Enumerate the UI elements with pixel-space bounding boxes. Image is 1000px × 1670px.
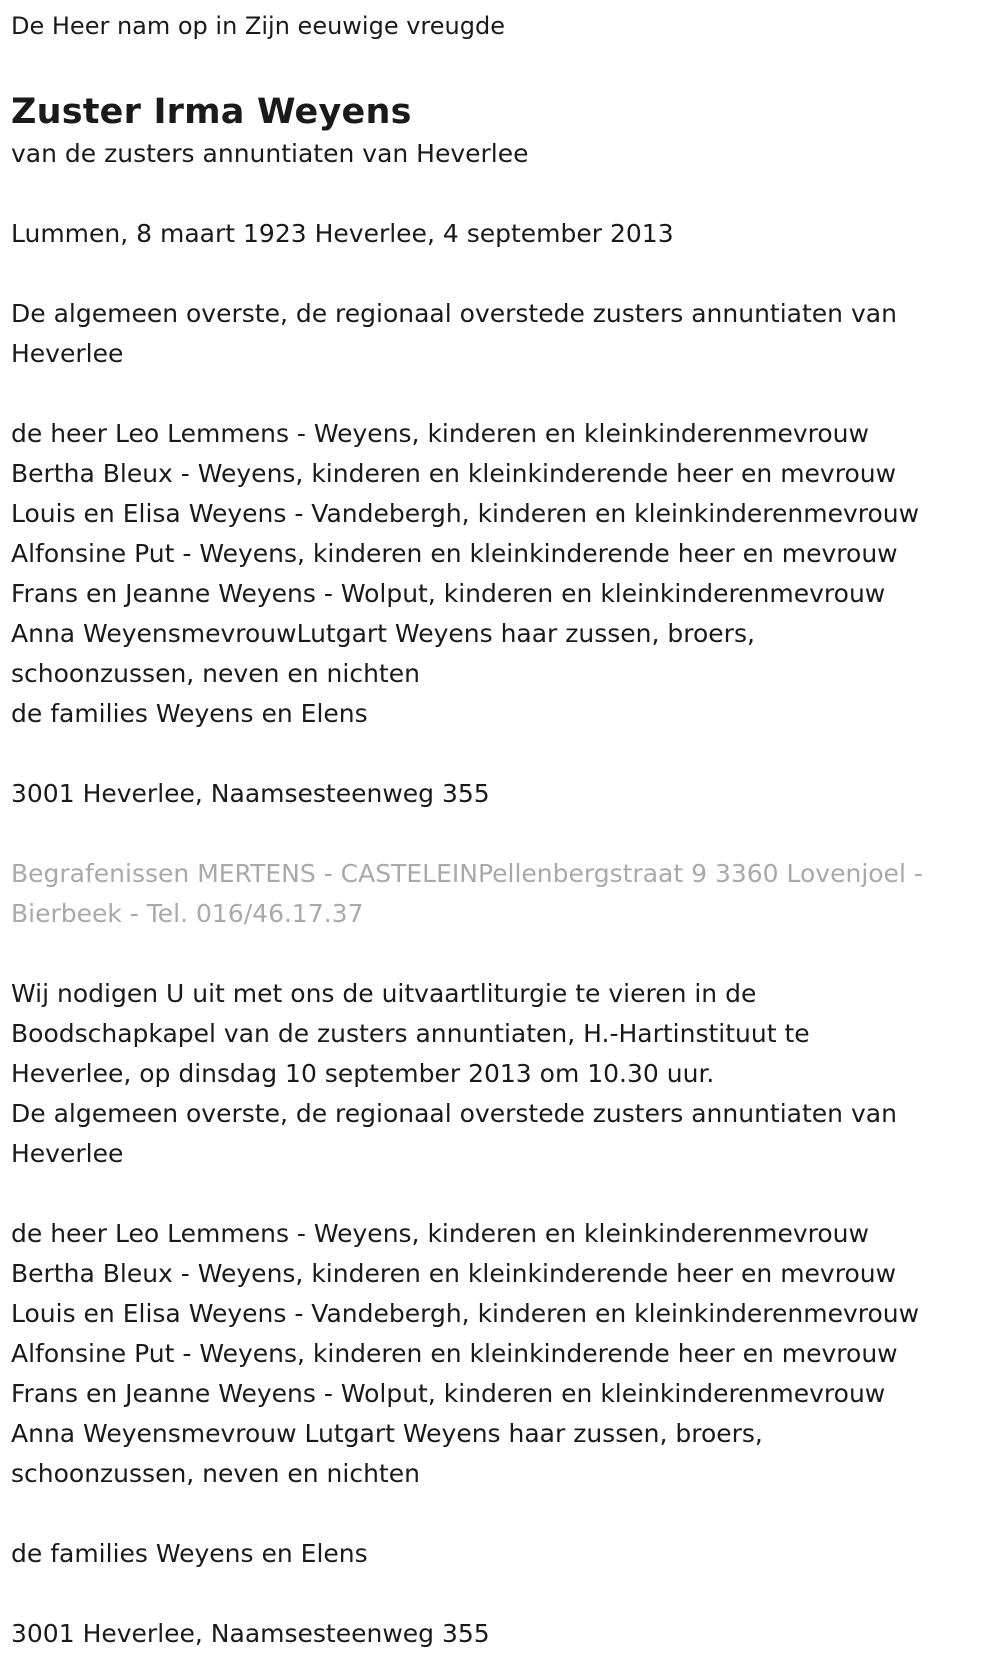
birth-death-dates: Lummen, 8 maart 1923 Heverlee, 4 september 2013 (11, 219, 674, 248)
spacer (11, 1574, 989, 1614)
superiors-paragraph: De algemeen overste, de regionaal overstede zusters annuntiaten van Heverlee (11, 299, 897, 368)
intro-line: De Heer nam op in Zijn eeuwige vreugde (11, 12, 505, 40)
family-paragraph: de heer Leo Lemmens - Weyens, kinderen en kleinkinderenmevrouw Bertha Bleux - Weyens, kinderen en kleinkinderende heer en mevrouw Louis en Elisa Weyens - Vandebergh, kinderen en kleinkinderenmevrouw Alfonsine Put - Weyens, kinderen en kleinkinderende heer en mevrouw Frans en Jeanne Weyens - Wolput, kinderen en kleinkinderenmevrouw Anna WeyensmevrouwLutgart Weyens haar zussen, broers, schoonzussen, neven en nichten de families Weyens en Elens (11, 419, 920, 728)
funeral-home-line: Begrafenissen MERTENS - CASTELEINPellenbergstraat 9 3360 Lovenjoel - Bierbeek - Tel. 016/46.17.37 (11, 859, 923, 928)
families-line: de families Weyens en Elens (11, 1539, 368, 1568)
spacer (11, 1174, 989, 1214)
spacer (11, 814, 989, 854)
invitation-paragraph: Wij nodigen U uit met ons de uitvaartliturgie te vieren in de Boodschapkapel van de zusters annuntiaten, H.-Hartinstituut te Heverlee, op dinsdag 10 september 2013 om 10.30 uur. De algemeen overste, de regionaal overstede zusters annuntiaten van Heverlee (11, 979, 897, 1168)
spacer (11, 934, 989, 974)
spacer (11, 254, 989, 294)
spacer (11, 174, 989, 214)
address-line: 3001 Heverlee, Naamsesteenweg 355 (11, 779, 490, 808)
congregation-line: van de zusters annuntiaten van Heverlee (11, 139, 529, 168)
deceased-name: Zuster Irma Weyens (11, 92, 412, 132)
spacer (11, 1494, 989, 1534)
spacer (11, 374, 989, 414)
family-paragraph-repeat: de heer Leo Lemmens - Weyens, kinderen en kleinkinderenmevrouw Bertha Bleux - Weyens, kinderen en kleinkinderende heer en mevrouw Louis en Elisa Weyens - Vandebergh, kinderen en kleinkinderenmevrouw Alfonsine Put - Weyens, kinderen en kleinkinderende heer en mevrouw Frans en Jeanne Weyens - Wolput, kinderen en kleinkinderenmevrouw Anna Weyensmevrouw Lutgart Weyens haar zussen, broers, schoonzussen, neven en nichten (11, 1219, 920, 1488)
address-line-repeat: 3001 Heverlee, Naamsesteenweg 355 (11, 1619, 490, 1648)
spacer (11, 734, 989, 774)
